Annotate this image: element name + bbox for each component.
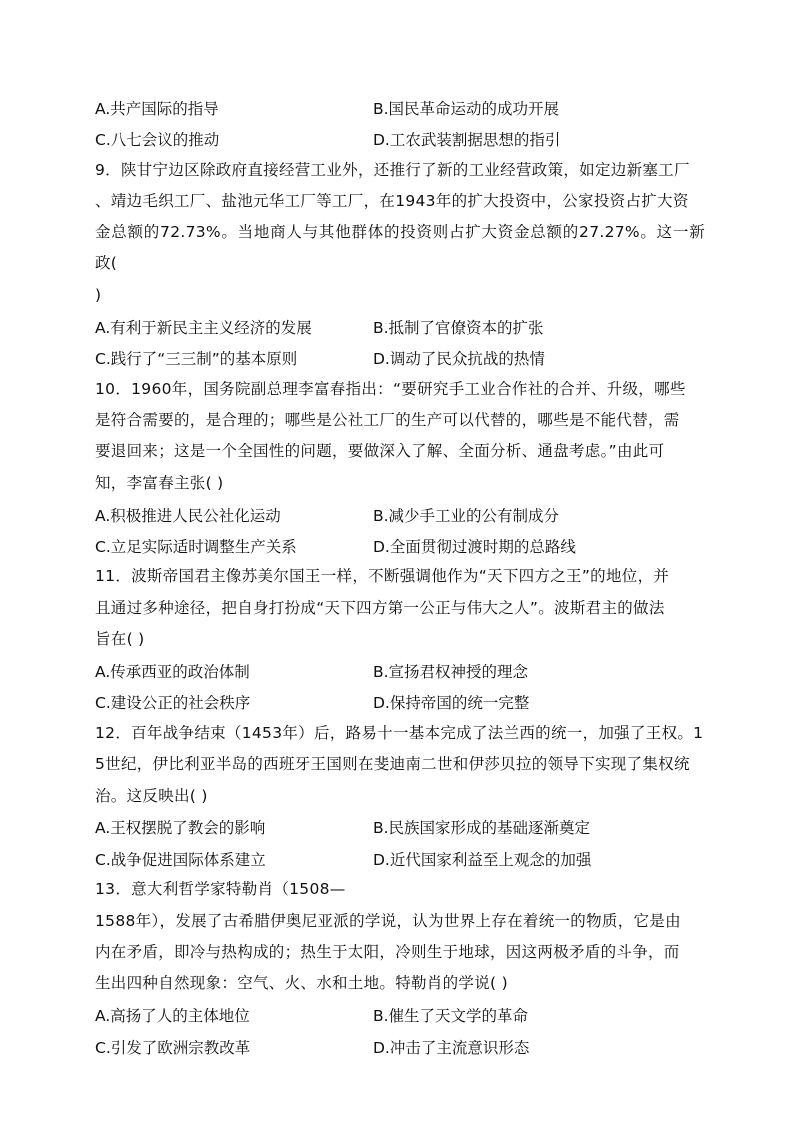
q9-line-4: ) <box>95 285 102 304</box>
q11-option-b[interactable]: B.宣扬君权神授的理念 <box>373 662 529 681</box>
q13-line-3: 内在矛盾，即冷与热构成的；热生于太阳，冷则生于地球，因这两极矛盾的斗争，而 <box>95 943 680 962</box>
q9-option-d[interactable]: D.调动了民众抗战的热情 <box>373 350 545 369</box>
q10-stem <box>95 374 705 499</box>
q12-options-row-2 <box>95 843 705 874</box>
q11-options-row-1 <box>95 655 705 686</box>
q10-option-a[interactable]: A.积极推进人民公社化运动 <box>95 506 281 525</box>
q13-line-2: 1588年），发展了古希腊伊奥尼亚派的学说，认为世界上存在着统一的物质，它是由 <box>95 911 681 930</box>
q9-line-3: 金总额的72.73%。当地商人与其他群体的投资则占扩大资金总额的27.27%。这一新政( <box>95 223 705 273</box>
q9-options-row-2 <box>95 342 705 373</box>
q11-option-c[interactable]: C.建设公正的社会秩序 <box>95 694 251 713</box>
q12-option-d[interactable]: D.近代国家利益至上观念的加强 <box>373 850 592 869</box>
q9-line-1: 9．陕甘宁边区除政府直接经营工业外，还推行了新的工业经营政策，如定边新塞工厂 <box>95 160 690 179</box>
q13-option-b[interactable]: B.催生了天文学的革命 <box>373 1007 529 1026</box>
q9-stem <box>95 155 705 311</box>
q11-option-a[interactable]: A.传承西亚的政治体制 <box>95 662 250 681</box>
q13-stem <box>95 874 705 999</box>
q11-line-2: 且通过多种途径，把自身打扮成“天下四方第一公正与伟大之人”。波斯君主的做法 <box>95 598 665 617</box>
q9-line-2: 、靖边毛织工厂、盐池元华工厂等工厂，在1943年的扩大投资中，公家投资占扩大资 <box>95 191 689 210</box>
q12-line-1: 12．百年战争结束（1453年）后，路易十一基本完成了法兰西的统一，加强了王权。1 <box>95 723 704 742</box>
q9-option-c[interactable]: C.践行了“三三制”的基本原则 <box>95 350 298 369</box>
q13-line-1: 13．意大利哲学家特勒肖（1508— <box>95 880 346 899</box>
q8-option-a[interactable]: A.共产国际的指导 <box>95 99 219 118</box>
q10-options-row-2 <box>95 530 705 561</box>
q9-option-a[interactable]: A.有利于新民主主义经济的发展 <box>95 318 312 337</box>
q11-stem <box>95 561 705 655</box>
q11-option-d[interactable]: D.保持帝国的统一完整 <box>373 694 530 713</box>
q8-option-c[interactable]: C.八七会议的推动 <box>95 130 220 149</box>
q10-option-d[interactable]: D.全面贯彻过渡时期的总路线 <box>373 537 576 556</box>
q8-options-row-1 <box>95 92 705 123</box>
q10-line-4: 知，李富春主张( ) <box>95 473 224 492</box>
q13-option-d[interactable]: D.冲击了主流意识形态 <box>373 1038 530 1057</box>
q10-line-2: 是符合需要的，是合理的；哪些是公社工厂的生产可以代替的，哪些是不能代替，需 <box>95 410 680 429</box>
q11-line-3: 旨在( ) <box>95 630 145 649</box>
q10-line-3: 要退回来；这是一个全国性的问题，要做深入了解、全面分析、通盘考虑。”由此可 <box>95 442 665 461</box>
q10-option-b[interactable]: B.减少手工业的公有制成分 <box>373 506 560 525</box>
q12-option-c[interactable]: C.战争促进国际体系建立 <box>95 850 266 869</box>
q13-options-row-2 <box>95 1031 705 1062</box>
q10-option-c[interactable]: C.立足实际适时调整生产关系 <box>95 537 297 556</box>
q13-line-4: 生出四种自然现象：空气、火、水和土地。特勒肖的学说( ) <box>95 974 508 993</box>
q9-option-b[interactable]: B.抵制了官僚资本的扩张 <box>373 318 544 337</box>
q10-options-row-1 <box>95 499 705 530</box>
q12-line-3: 治。这反映出( ) <box>95 786 208 805</box>
q13-option-c[interactable]: C.引发了欧洲宗教改革 <box>95 1038 251 1057</box>
q12-line-2: 5世纪，伊比利亚半岛的西班牙王国则在斐迪南二世和伊莎贝拉的领导下实现了集权统 <box>95 755 690 774</box>
q12-option-b[interactable]: B.民族国家形成的基础逐渐奠定 <box>373 819 591 838</box>
q8-option-d[interactable]: D.工农武装割据思想的指引 <box>373 130 561 149</box>
q12-option-a[interactable]: A.王权摆脱了教会的影响 <box>95 819 266 838</box>
q13-options-row-1 <box>95 1000 705 1031</box>
q11-line-1: 11．波斯帝国君主像苏美尔国王一样，不断强调他作为“天下四方之王”的地位，并 <box>95 567 670 586</box>
q9-options-row-1 <box>95 311 705 342</box>
q13-option-a[interactable]: A.高扬了人的主体地位 <box>95 1007 250 1026</box>
q11-options-row-2 <box>95 687 705 718</box>
q8-option-b[interactable]: B.国民革命运动的成功开展 <box>373 99 560 118</box>
q12-stem <box>95 718 705 812</box>
q10-line-1: 10．1960年，国务院副总理李富春指出：“要研究手工业合作社的合并、升级，哪些 <box>95 379 686 398</box>
exam-page <box>95 92 705 1062</box>
q12-options-row-1 <box>95 812 705 843</box>
q8-options-row-2 <box>95 123 705 154</box>
